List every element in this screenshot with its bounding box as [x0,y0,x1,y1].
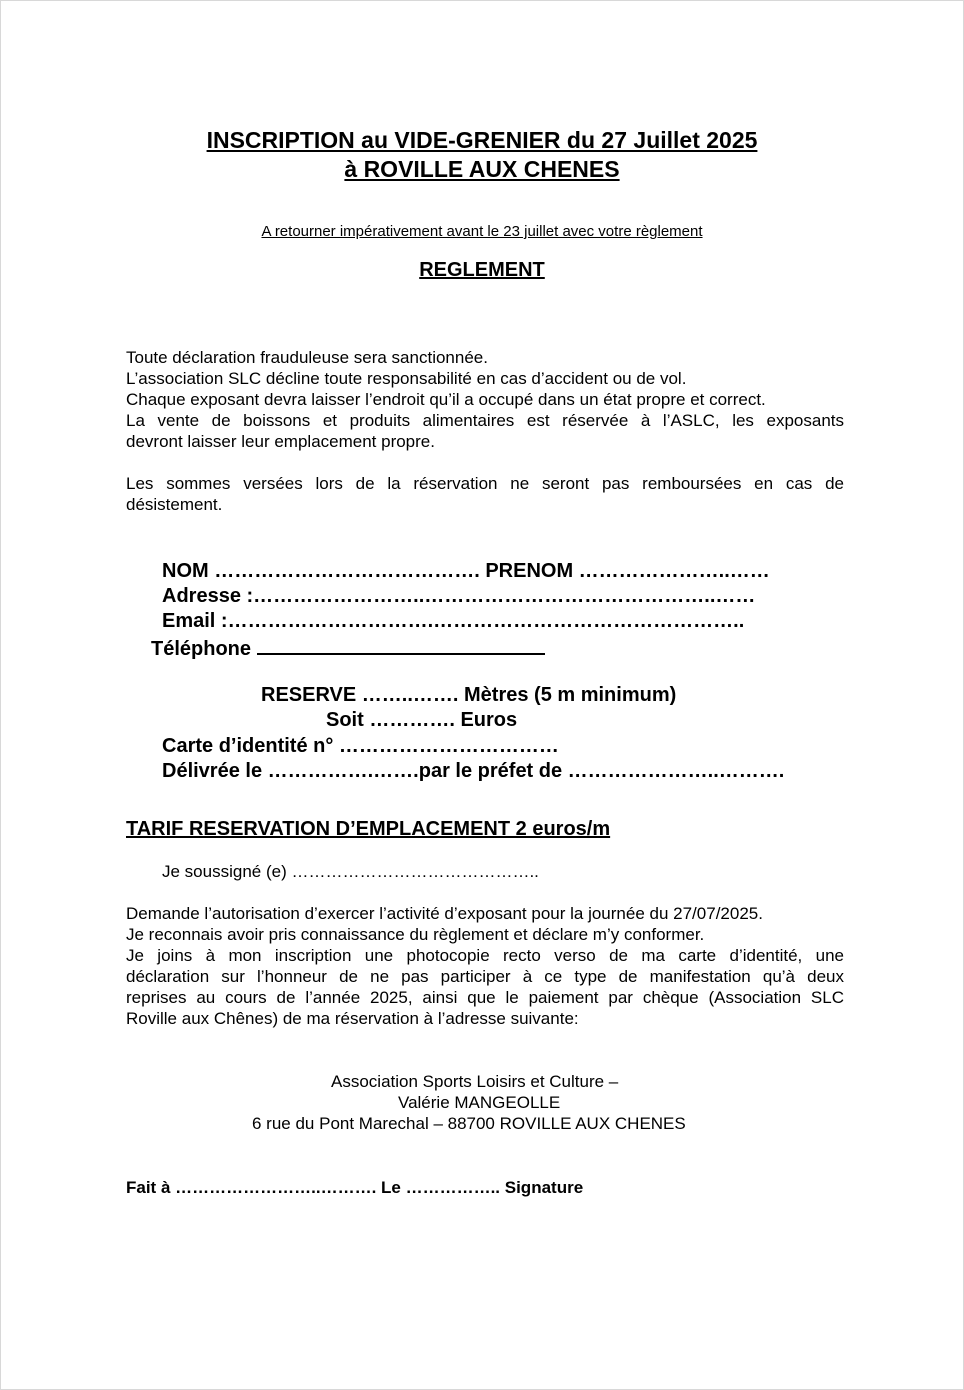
request-line: Je joins à mon inscription une photocopie recto verso de ma carte d’identité, une [126,946,844,965]
address-line-2: Valérie MANGEOLLE [398,1093,561,1112]
request-line: Demande l’autorisation d’exercer l’activité d’exposant pour la journée du 27/07/2025. [126,904,763,923]
nom-prenom-field[interactable]: NOM …………………………………. PRENOM …………………..…… [162,560,770,582]
telephone-blank-line[interactable] [257,635,545,655]
return-notice: A retourner impérativement avant le 23 juillet avec votre règlement [261,223,703,240]
signature-line[interactable]: Fait à ……………………..………. Le …………….. Signature [126,1178,584,1197]
telephone-label: Téléphone [151,638,252,660]
refund-line: désistement. [126,495,223,514]
section-title-reglement: REGLEMENT [419,259,545,281]
rule-line: La vente de boissons et produits alimentaires est réservée à l’ASLC, les exposants [126,411,844,430]
rules-paragraph [126,347,844,452]
adresse-field[interactable]: Adresse :……………………..……………………………………..…… [162,585,756,607]
address-line-3: 6 rue du Pont Marechal – 88700 ROVILLE AUX CHENES [252,1114,686,1133]
rule-line: Toute déclaration frauduleuse sera sanctionnée. [126,348,488,367]
refund-line: Les sommes versées lors de la réservation ne seront pas remboursées en cas de [126,474,844,493]
rule-line: devront laisser leur emplacement propre. [126,432,435,451]
title-line-1: INSCRIPTION au VIDE-GRENIER du 27 Juillet 2025 [206,127,758,153]
request-line: Je reconnais avoir pris connaissance du règlement et déclare m’y conformer. [126,925,705,944]
request-line: reprises au cours de l’année 2025, ainsi que le paiement par chèque (Association SLC [126,988,844,1007]
rule-line: L’association SLC décline toute responsabilité en cas d’accident ou de vol. [126,369,687,388]
soussigne-field[interactable]: Je soussigné (e) …………………………………….. [162,862,539,881]
refund-paragraph [126,473,844,515]
title-line-2: à ROVILLE AUX CHENES [344,156,620,182]
reserve-field[interactable]: RESERVE ……..……. Mètres (5 m minimum) [261,684,677,706]
tarif-heading: TARIF RESERVATION D’EMPLACEMENT 2 euros/m [126,818,611,840]
soit-euros-field[interactable]: Soit …………. Euros [326,709,518,731]
telephone-field[interactable] [151,635,545,661]
delivree-field[interactable]: Délivrée le …………….…….par le préfet de …………………..………. [162,760,785,782]
email-field[interactable]: Email :………………………….……………………………………….. [162,610,745,632]
rule-line: Chaque exposant devra laisser l’endroit qu’il a occupé dans un état propre et correct. [126,390,766,409]
request-paragraph [126,903,844,1029]
address-line-1: Association Sports Loisirs et Culture – [331,1072,619,1091]
carte-identite-field[interactable]: Carte d’identité n° …………………………… [162,735,559,757]
request-line: Roville aux Chênes) de ma réservation à l’adresse suivante: [126,1009,579,1028]
request-line: déclaration sur l’honneur de ne pas participer à ce type de manifestation qu’à deux [126,967,844,986]
